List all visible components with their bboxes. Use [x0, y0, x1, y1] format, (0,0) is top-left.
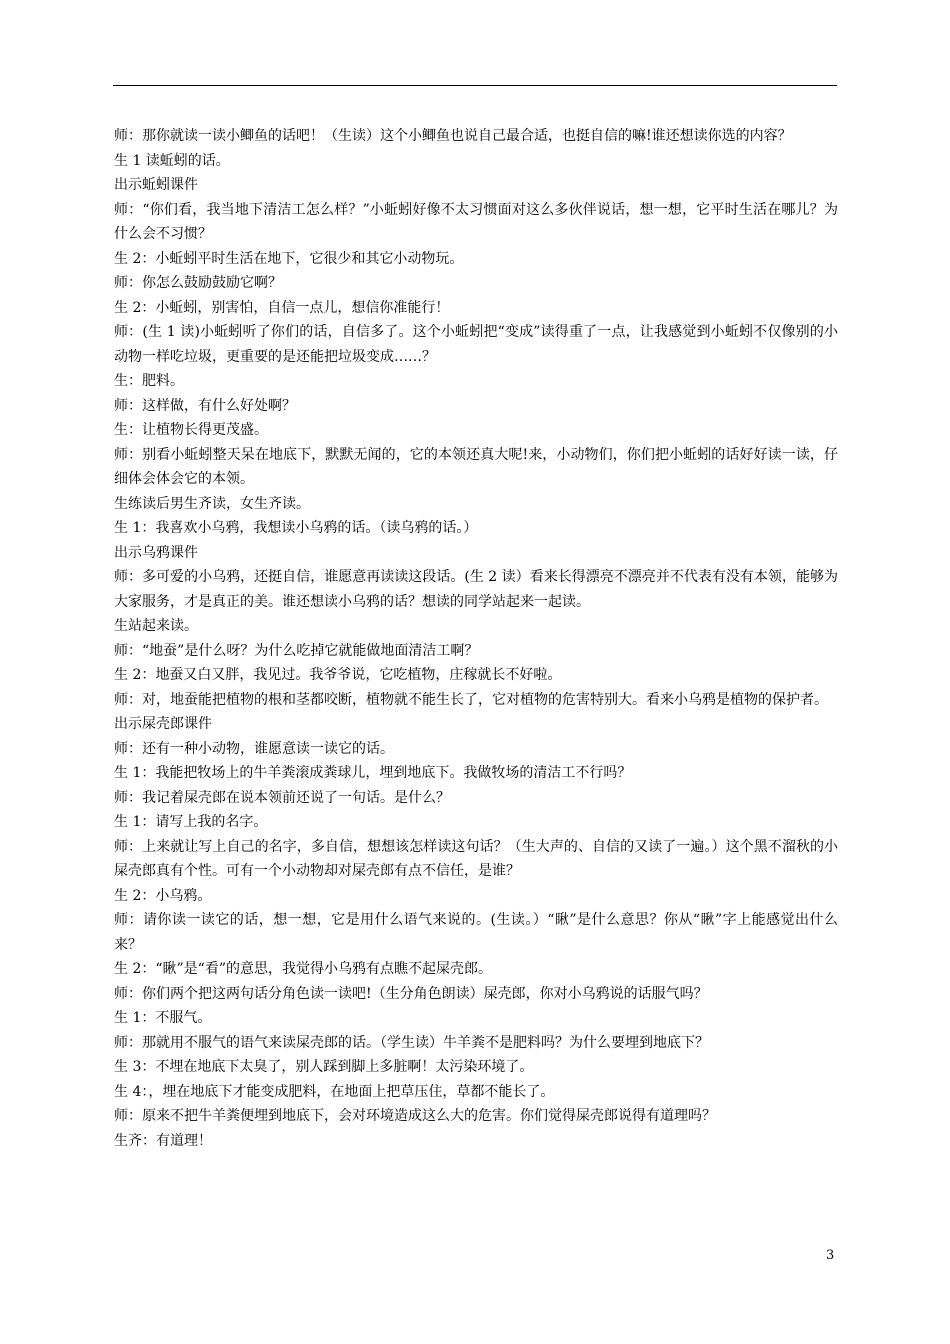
paragraph: 师：原来不把牛羊粪便埋到地底下，会对环境造成这么大的危害。你们觉得屎壳郎说得有道理吗？ [114, 1108, 716, 1124]
paragraph: 出示蚯蚓课件 [114, 177, 198, 193]
paragraph: 生 1 读蚯蚓的话。 [114, 152, 230, 169]
paragraph: 师：多可爱的小乌鸦，还挺自信，谁愿意再读读这段话。(生 2 读）看来长得漂亮不漂亮并不代表有没有本领，能够为大家服务，才是真正的美。谁还想读小乌鸦的话？想读的同学站起来一起读。 [114, 569, 838, 610]
paragraph: 师：那你就读一读小鲫鱼的话吧！（生读）这个小鲫鱼也说自己最合适，也挺自信的嘛!谁还想读你选的内容？ [114, 128, 792, 144]
paragraph: 师：“你们看，我当地下清洁工怎么样？”小蚯蚓好像不太习惯面对这么多伙伴说话，想一想，它平时生活在哪儿？为什么会不习惯？ [114, 201, 838, 242]
paragraph: 师：上来就让写上自己的名字，多自信，想想该怎样读这句话？（生大声的、自信的又读了一遍。）这个黑不溜秋的小屎壳郎真有个性。可有一个小动物却对屎壳郎有点不信任，是谁？ [114, 838, 838, 879]
paragraph: 生 2：地蚕又白又胖，我见过。我爷爷说，它吃植物，庄稼就长不好啦。 [114, 667, 562, 683]
paragraph: 师：这样做，有什么好处啊？ [114, 397, 296, 414]
paragraph: 师：你怎么鼓励鼓励它啊？ [114, 275, 282, 291]
paragraph: 生 2：小蚯蚓，别害怕，自信一点儿，想信你准能行！ [114, 299, 450, 316]
paragraph: 生练读后男生齐读，女生齐读。 [114, 495, 310, 512]
document-body [114, 124, 838, 1153]
paragraph: 生 2：小乌鸦。 [114, 887, 212, 904]
paragraph: 师：还有一种小动物，谁愿意读一读它的话。 [114, 740, 394, 757]
paragraph: 师：我记着屎壳郎在说本领前还说了一句话。是什么？ [114, 789, 450, 806]
paragraph: 生 1：我能把牧场上的牛羊粪滚成粪球儿，埋到地底下。我做牧场的清洁工不行吗？ [114, 765, 632, 781]
page-number: 3 [826, 1248, 835, 1263]
paragraph: 生 2：小蚯蚓平时生活在地下，它很少和其它小动物玩。 [114, 250, 464, 267]
paragraph: 生 1：我喜欢小乌鸦，我想读小乌鸦的话。（读乌鸦的话。） [114, 520, 478, 536]
paragraph: 生 1：不服气。 [114, 1010, 212, 1026]
paragraph: 师：那就用不服气的语气来读屎壳郎的话。（学生读）牛羊粪不是肥料吗？为什么要埋到地底下？ [114, 1034, 709, 1051]
paragraph: 师：你们两个把这两句话分角色读一读吧!（生分角色朗读）屎壳郎，你对小乌鸦说的话服气吗？ [114, 985, 708, 1002]
paragraph: 师：请你读一读它的话，想一想，它是用什么语气来说的。(生读。）“瞅”是什么意思？你从“瞅”字上能感觉出什么来？ [114, 912, 838, 953]
header-rule [113, 85, 837, 86]
paragraph: 生 4：，埋在地底下才能变成肥料，在地面上把草压住，草都不能长了。 [114, 1083, 555, 1100]
paragraph: 师：“地蚕”是什么呀？为什么吃掉它就能做地面清洁工啊？ [114, 642, 479, 659]
paragraph: 师：(生 1 读)小蚯蚓听了你们的话，自信多了。这个小蚯蚓把“变成”读得重了一点，让我感觉到小蚯蚓不仅像别的小动物一样吃垃圾，更重要的是还能把垃圾变成……？ [114, 324, 838, 365]
paragraph: 生站起来读。 [114, 618, 198, 634]
paragraph: 师：别看小蚯蚓整天呆在地底下，默默无闻的，它的本领还真大呢!来，小动物们，你们把小蚯蚓的话好好读一读，仔细体会体会它的本领。 [114, 446, 838, 487]
paragraph: 生：让植物长得更茂盛。 [114, 422, 268, 438]
paragraph: 生 3：不埋在地底下太臭了，别人踩到脚上多脏啊！太污染环境了。 [114, 1059, 534, 1075]
paragraph: 出示屎壳郎课件 [114, 716, 212, 732]
paragraph: 师：对，地蚕能把植物的根和茎都咬断，植物就不能生长了，它对植物的危害特别大。看来小乌鸦是植物的保护者。 [114, 691, 828, 708]
paragraph: 出示乌鸦课件 [114, 544, 198, 561]
paragraph: 生 1：请写上我的名字。 [114, 814, 268, 830]
paragraph: 生齐：有道理！ [114, 1132, 212, 1149]
paragraph: 生：肥料。 [114, 373, 184, 389]
paragraph: 生 2：“瞅”是“看”的意思，我觉得小乌鸦有点瞧不起屎壳郎。 [114, 961, 492, 977]
